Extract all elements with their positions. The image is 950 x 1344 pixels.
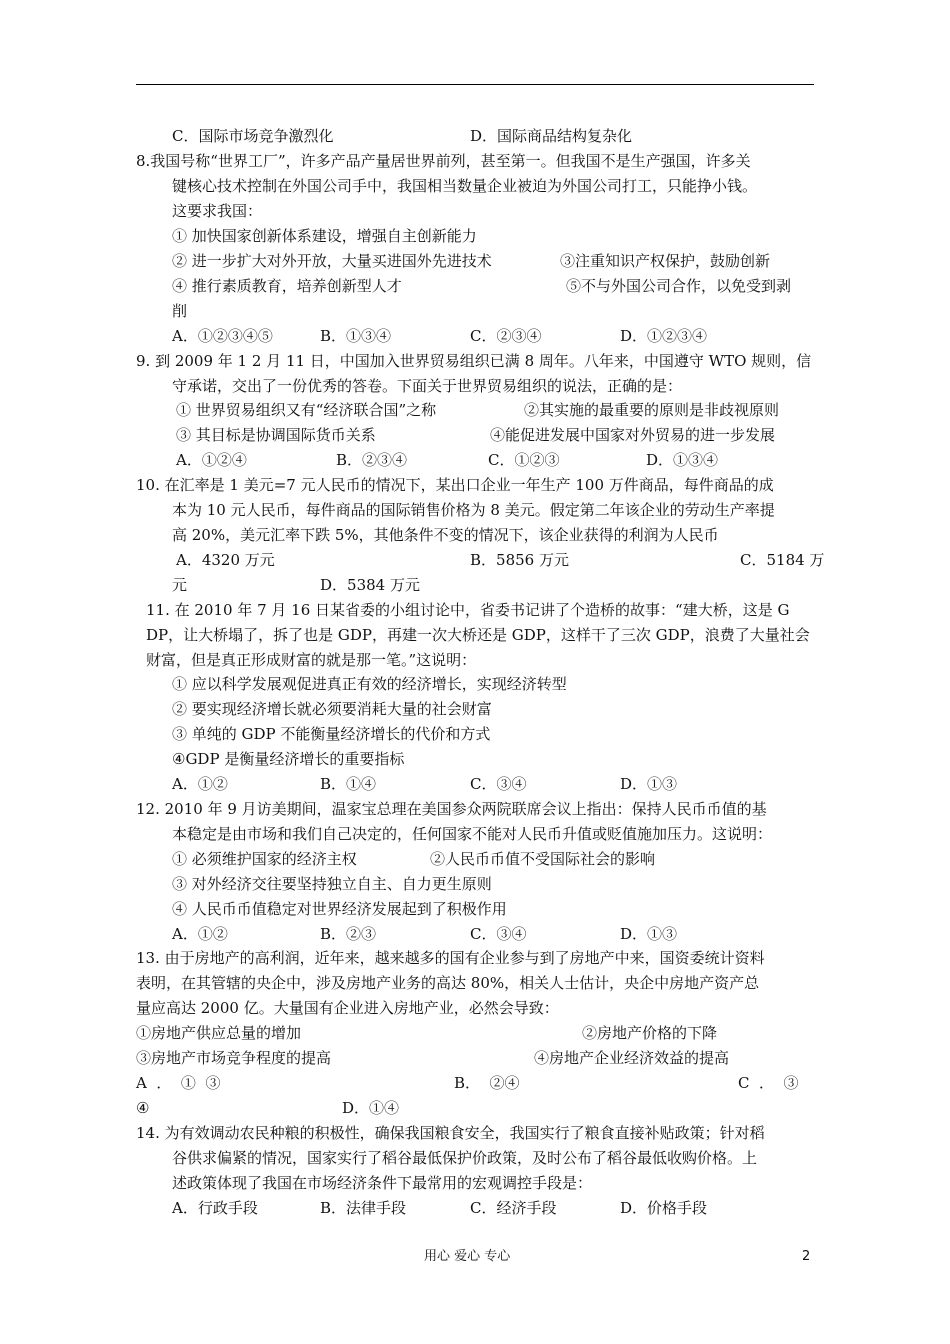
header-rule — [136, 84, 814, 85]
q12-option-b: B．②③ — [320, 925, 377, 943]
q8-option-a: A．①②③④⑤ — [172, 327, 273, 345]
q8-option-d: D．①②③④ — [620, 327, 708, 345]
q11-item-3: ③ 单纯的 GDP 不能衡量经济增长的代价和方式 — [172, 725, 491, 743]
q10-stem-line3: 高 20%，美元汇率下跌 5%，其他条件不变的情况下，该企业获得的利润为人民币 — [172, 526, 719, 544]
q9-option-a: A．①②④ — [176, 451, 247, 469]
q8-option-b: B．①③④ — [320, 327, 392, 345]
q11-item-1: ① 应以科学发展观促进真正有效的经济增长，实现经济转型 — [172, 675, 567, 693]
q13-option-b: B． ②④ — [454, 1074, 520, 1092]
q9-item-4: ④能促进发展中国家对外贸易的进一步发展 — [490, 426, 776, 444]
q13-option-d: D．①④ — [342, 1099, 400, 1117]
q8-item-5-wrap: 削 — [172, 302, 188, 320]
q12-item-1: ① 必须维护国家的经济主权 — [172, 850, 357, 868]
q13-option-c: C ． ③ — [738, 1074, 799, 1092]
q11-option-a: A．①② — [172, 775, 228, 793]
q10-option-c-wrap: 元 — [172, 576, 188, 594]
page-footer: 用心 爱心 专心 — [424, 1249, 511, 1264]
q13-item-3: ③房地产市场竞争程度的提高 — [136, 1049, 332, 1067]
q10-option-c: C．5184 万 — [740, 551, 825, 569]
q11-option-d: D．①③ — [620, 775, 678, 793]
q13-item-4: ④房地产企业经济效益的提高 — [534, 1049, 730, 1067]
q8-option-c: C．②③④ — [470, 327, 542, 345]
q12-stem-line1: 12. 2010 年 9 月访美期间，温家宝总理在美国参众两院联席会议上指出：保持人民币币值的基 — [136, 800, 767, 818]
q10-option-b: B．5856 万元 — [470, 551, 569, 569]
q12-option-c: C．③④ — [470, 925, 527, 943]
q9-item-2: ②其实施的最重要的原则是非歧视原则 — [524, 401, 780, 419]
q8-item-5: ⑤不与外国公司合作，以免受到剥 — [566, 277, 792, 295]
q9-item-3: ③ 其目标是协调国际货币关系 — [176, 426, 376, 444]
q10-option-a: A．4320 万元 — [176, 551, 275, 569]
q12-option-a: A．①② — [172, 925, 228, 943]
q12-item-3: ③ 对外经济交往要坚持独立自主、自力更生原则 — [172, 875, 492, 893]
q10-option-d: D．5384 万元 — [320, 576, 420, 594]
q14-stem-line2: 谷供求偏紧的情况，国家实行了稻谷最低保护价政策，及时公布了稻谷最低收购价格。上 — [172, 1149, 758, 1167]
q13-stem-line2: 表明，在其管辖的央企中，涉及房地产业务的高达 80%，相关人士估计，央企中房地产资产总 — [136, 974, 760, 992]
q8-item-2: ② 进一步扩大对外开放，大量买进国外先进技术 — [172, 252, 492, 270]
q14-option-c: C．经济手段 — [470, 1199, 557, 1217]
q12-item-2: ②人民币币值不受国际社会的影响 — [430, 850, 656, 868]
q11-option-b: B．①④ — [320, 775, 377, 793]
q8-item-4: ④ 推行素质教育，培养创新型人才 — [172, 277, 402, 295]
q8-item-3: ③注重知识产权保护，鼓励创新 — [560, 252, 771, 270]
q11-option-c: C．③④ — [470, 775, 527, 793]
q14-option-a: A．行政手段 — [172, 1199, 258, 1217]
q14-stem-line3: 述政策体现了我国在市场经济条件下最常用的宏观调控手段是： — [172, 1174, 593, 1192]
q9-item-1: ① 世界贸易组织又有“经济联合国”之称 — [176, 401, 437, 419]
q9-option-c: C．①②③ — [488, 451, 560, 469]
q9-stem-line2: 守承诺，交出了一份优秀的答卷。下面关于世界贸易组织的说法，正确的是： — [172, 377, 683, 395]
q8-stem-line2: 键核心技术控制在外国公司手中，我国相当数量企业被迫为外国公司打工，只能挣小钱。 — [172, 177, 758, 195]
q14-stem-line1: 14. 为有效调动农民种粮的积极性，确保我国粮食安全，我国实行了粮食直接补贴政策；针对稻 — [136, 1124, 765, 1142]
q9-option-b: B．②③④ — [336, 451, 408, 469]
q7-option-d: D．国际商品结构复杂化 — [470, 127, 633, 145]
q11-item-4: ④GDP 是衡量经济增长的重要指标 — [172, 750, 405, 768]
q8-stem-line1: 8.我国号称“世界工厂”，许多产品产量居世界前列，甚至第一。但我国不是生产强国，许多关 — [136, 152, 751, 170]
q10-stem-line1: 10. 在汇率是 1 美元=7 元人民币的情况下，某出口企业一年生产 100 万件商品，每件商品的成 — [136, 476, 774, 494]
q13-item-1: ①房地产供应总量的增加 — [136, 1024, 302, 1042]
q12-item-4: ④ 人民币币值稳定对世界经济发展起到了积极作用 — [172, 900, 507, 918]
q13-stem-line1: 13. 由于房地产的高利润，近年来，越来越多的国有企业参与到了房地产中来，国资委统计资料 — [136, 949, 765, 967]
q8-stem-line3: 这要求我国： — [172, 202, 263, 220]
q14-option-d: D．价格手段 — [620, 1199, 708, 1217]
q12-option-d: D．①③ — [620, 925, 678, 943]
q11-item-2: ② 要实现经济增长就必须要消耗大量的社会财富 — [172, 700, 492, 718]
q13-option-c-wrap: ④ — [136, 1099, 150, 1117]
q13-option-a: A ． ① ③ — [136, 1074, 221, 1092]
q14-option-b: B．法律手段 — [320, 1199, 407, 1217]
q8-item-1: ① 加快国家创新体系建设，增强自主创新能力 — [172, 227, 477, 245]
q10-stem-line2: 本为 10 元人民币，每件商品的国际销售价格为 8 美元。假定第二年该企业的劳动生产率提 — [172, 501, 775, 519]
q7-option-c: C．国际市场竞争激烈化 — [172, 127, 334, 145]
q11-stem-line3: 财富，但是真正形成财富的就是那一笔。”这说明： — [146, 651, 477, 669]
q9-stem-line1: 9. 到 2009 年 1 2 月 11 日，中国加入世界贸易组织已满 8 周年。八年来，中国遵守 WTO 规则，信 — [136, 352, 812, 370]
q12-stem-line2: 本稳定是由市场和我们自己决定的，任何国家不能对人民币升值或贬值施加压力。这说明： — [172, 825, 773, 843]
q13-stem-line3: 量应高达 2000 亿。大量国有企业进入房地产业，必然会导致： — [136, 999, 559, 1017]
q11-stem-line1: 11. 在 2010 年 7 月 16 日某省委的小组讨论中，省委书记讲了个造桥的故事：“建大桥，这是 G — [146, 601, 790, 619]
page-number: 2 — [802, 1249, 811, 1264]
q11-stem-line2: DP，让大桥塌了，拆了也是 GDP，再建一次大桥还是 GDP，这样干了三次 GDP，浪费了大量社会 — [146, 626, 810, 644]
q9-option-d: D．①③④ — [646, 451, 719, 469]
q13-item-2: ②房地产价格的下降 — [582, 1024, 718, 1042]
